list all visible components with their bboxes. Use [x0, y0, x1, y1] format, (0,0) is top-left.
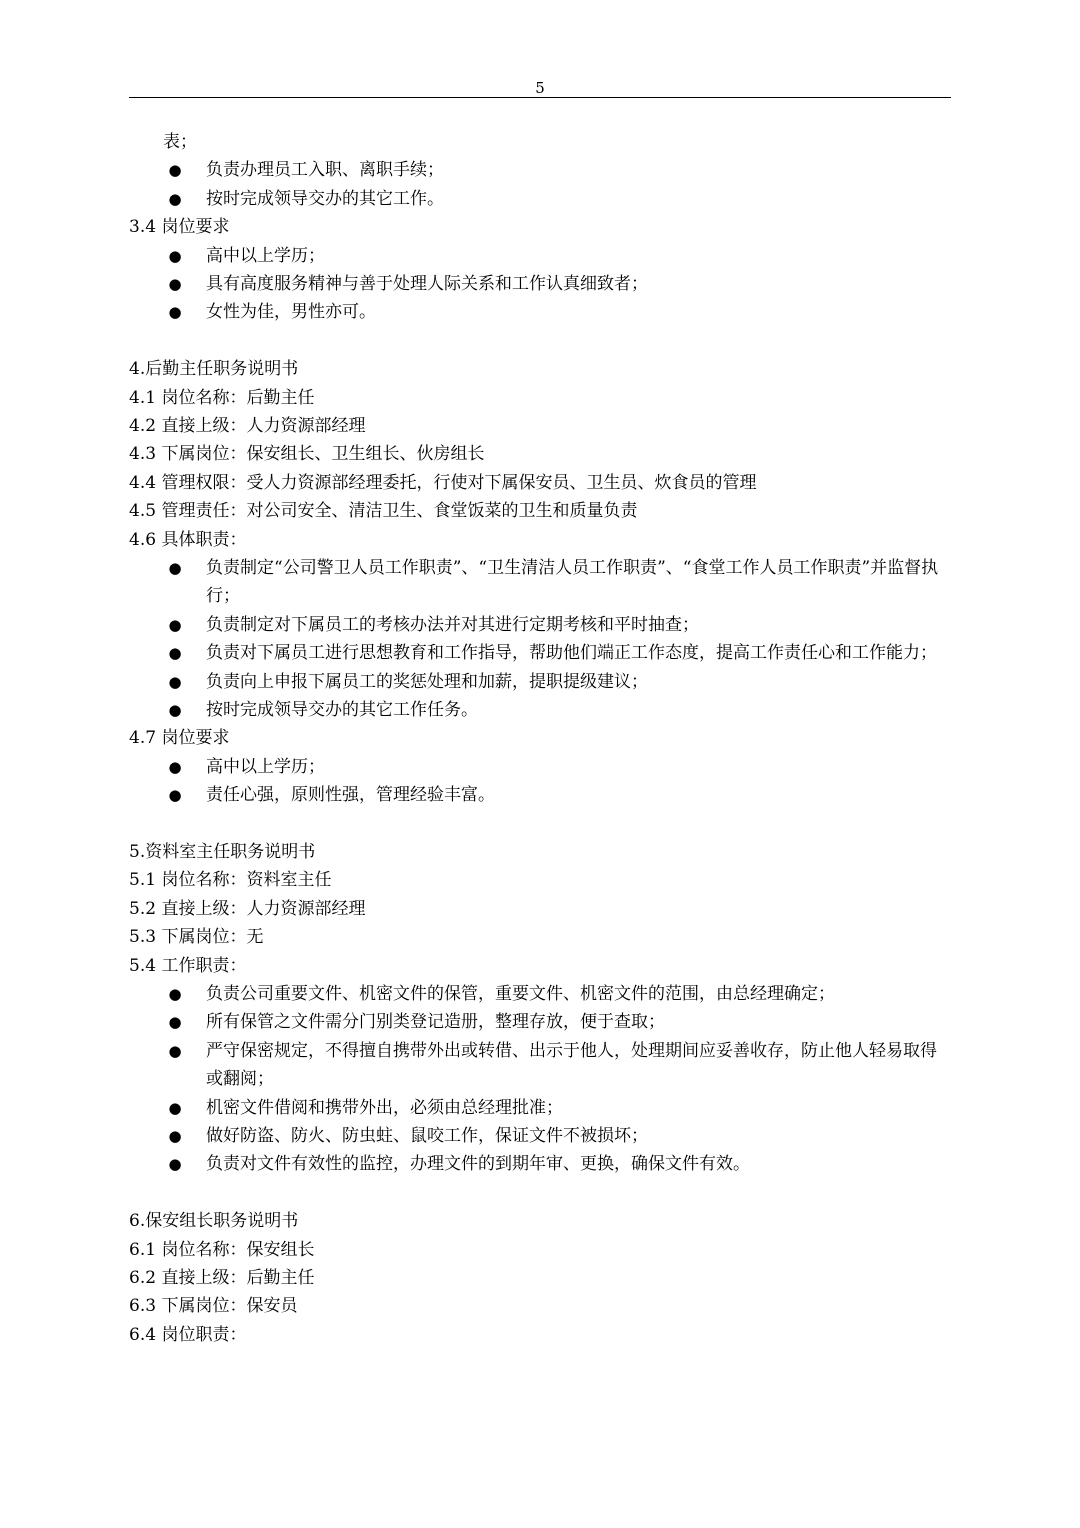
bullet-text: 做好防盗、防火、防虫蛀、鼠咬工作，保证文件不被损坏；	[206, 1125, 648, 1146]
bullet-item	[129, 1150, 951, 1178]
text-line: 5.3 下属岗位：无	[129, 927, 264, 948]
text-line: 6.保安组长职务说明书	[129, 1211, 299, 1232]
text-line: 3.4 岗位要求	[129, 217, 230, 238]
bullet-text: 负责对文件有效性的监控，办理文件的到期年审、更换，确保文件有效。	[206, 1154, 750, 1175]
page-number: 5	[535, 79, 545, 97]
blank-line	[129, 327, 951, 355]
bullet-text: 严守保密规定，不得擅自携带外出或转借、出示于他人，处理期间应妥善收存，防止他人轻易取得或翻阅；	[206, 1040, 937, 1090]
document-body	[129, 128, 951, 1349]
bullet-text: 负责对下属员工进行思想教育和工作指导，帮助他们端正工作态度，提高工作责任心和工作能力；	[206, 643, 937, 664]
bullet-icon: ●	[168, 1041, 182, 1060]
bullet-text: 负责向上申报下属员工的奖惩处理和加薪，提职提级建议；	[206, 671, 648, 692]
bullet-item	[129, 753, 951, 781]
bullet-text: 具有高度服务精神与善于处理人际关系和工作认真细致者；	[206, 274, 648, 294]
bullet-item	[129, 1008, 951, 1036]
bullet-icon: ●	[168, 757, 182, 776]
bullet-text: 负责制定“公司警卫人员工作职责”、“卫生清洁人员工作职责”、“食堂工作人员工作职责”并监督执行；	[206, 557, 939, 607]
bullet-text: 负责公司重要文件、机密文件的保管，重要文件、机密文件的范围，由总经理确定；	[206, 983, 835, 1004]
bullet-icon: ●	[168, 303, 182, 322]
bullet-text: 机密文件借阅和携带外出，必须由总经理批准；	[206, 1097, 563, 1118]
bullet-item	[129, 554, 951, 611]
text-line: 4.2 直接上级：人力资源部经理	[129, 415, 366, 436]
bullet-item	[129, 242, 951, 270]
bullet-item	[129, 270, 951, 298]
text-line: 4.后勤主任职务说明书	[129, 359, 299, 380]
bullet-icon: ●	[168, 786, 182, 805]
bullet-text: 所有保管之文件需分门别类登记造册，整理存放，便于查取；	[206, 1012, 665, 1033]
bullet-item	[129, 1122, 951, 1150]
bullet-icon: ●	[168, 1098, 182, 1117]
text-line: 6.3 下属岗位：保安员	[129, 1296, 298, 1317]
text-line: 6.1 岗位名称：保安组长	[129, 1239, 315, 1260]
bullet-item	[129, 1094, 951, 1122]
blank-line	[129, 810, 951, 838]
bullet-icon: ●	[168, 1126, 182, 1145]
bullet-item	[129, 1037, 951, 1094]
text-line: 4.6 具体职责：	[129, 529, 247, 550]
bullet-text: 高中以上学历；	[206, 245, 325, 266]
bullet-text: 负责制定对下属员工的考核办法并对其进行定期考核和平时抽查；	[206, 614, 699, 635]
bullet-icon: ●	[168, 1013, 182, 1032]
blank-line	[129, 1179, 951, 1207]
bullet-item	[129, 611, 951, 639]
continued-text: 表；	[163, 132, 197, 152]
bullet-text: 负责办理员工入职、离职手续；	[206, 160, 444, 181]
bullet-icon: ●	[168, 615, 182, 634]
bullet-text: 按时完成领导交办的其它工作。	[206, 188, 444, 209]
text-line: 4.5 管理责任：对公司安全、清洁卫生、食堂饭菜的卫生和质量负责	[129, 501, 638, 522]
bullet-icon: ●	[168, 246, 182, 265]
bullet-item	[129, 668, 951, 696]
bullet-text: 女性为佳，男性亦可。	[206, 302, 376, 323]
text-line: 4.4 管理权限：受人力资源部经理委托，行使对下属保安员、卫生员、炊食员的管理	[129, 472, 757, 493]
text-line: 4.1 岗位名称：后勤主任	[129, 387, 315, 408]
header-rule	[129, 97, 951, 98]
bullet-icon: ●	[168, 189, 182, 208]
text-line: 6.4 岗位职责：	[129, 1324, 247, 1345]
bullet-icon: ●	[168, 672, 182, 691]
bullet-text: 责任心强，原则性强，管理经验丰富。	[206, 785, 495, 806]
bullet-icon: ●	[168, 161, 182, 180]
text-line: 4.7 岗位要求	[129, 728, 230, 749]
bullet-item	[129, 980, 951, 1008]
bullet-text: 高中以上学历；	[206, 756, 325, 777]
bullet-item	[129, 185, 951, 213]
bullet-item	[129, 696, 951, 724]
bullet-icon: ●	[168, 700, 182, 719]
text-line: 4.3 下属岗位：保安组长、卫生组长、伙房组长	[129, 444, 485, 465]
bullet-icon: ●	[168, 558, 182, 577]
text-line: 6.2 直接上级：后勤主任	[129, 1267, 315, 1288]
bullet-item	[129, 639, 951, 667]
text-line: 5.2 直接上级：人力资源部经理	[129, 898, 366, 919]
bullet-item	[129, 156, 951, 184]
text-line: 5.资料室主任职务说明书	[129, 841, 316, 862]
bullet-icon: ●	[168, 275, 182, 293]
bullet-icon: ●	[168, 1155, 182, 1174]
text-line: 5.1 岗位名称：资料室主任	[129, 870, 332, 891]
bullet-text: 按时完成领导交办的其它工作任务。	[206, 699, 478, 720]
text-line: 5.4 工作职责：	[129, 955, 247, 976]
bullet-item	[129, 781, 951, 809]
bullet-icon: ●	[168, 984, 182, 1003]
bullet-icon: ●	[168, 644, 182, 663]
bullet-item	[129, 298, 951, 326]
